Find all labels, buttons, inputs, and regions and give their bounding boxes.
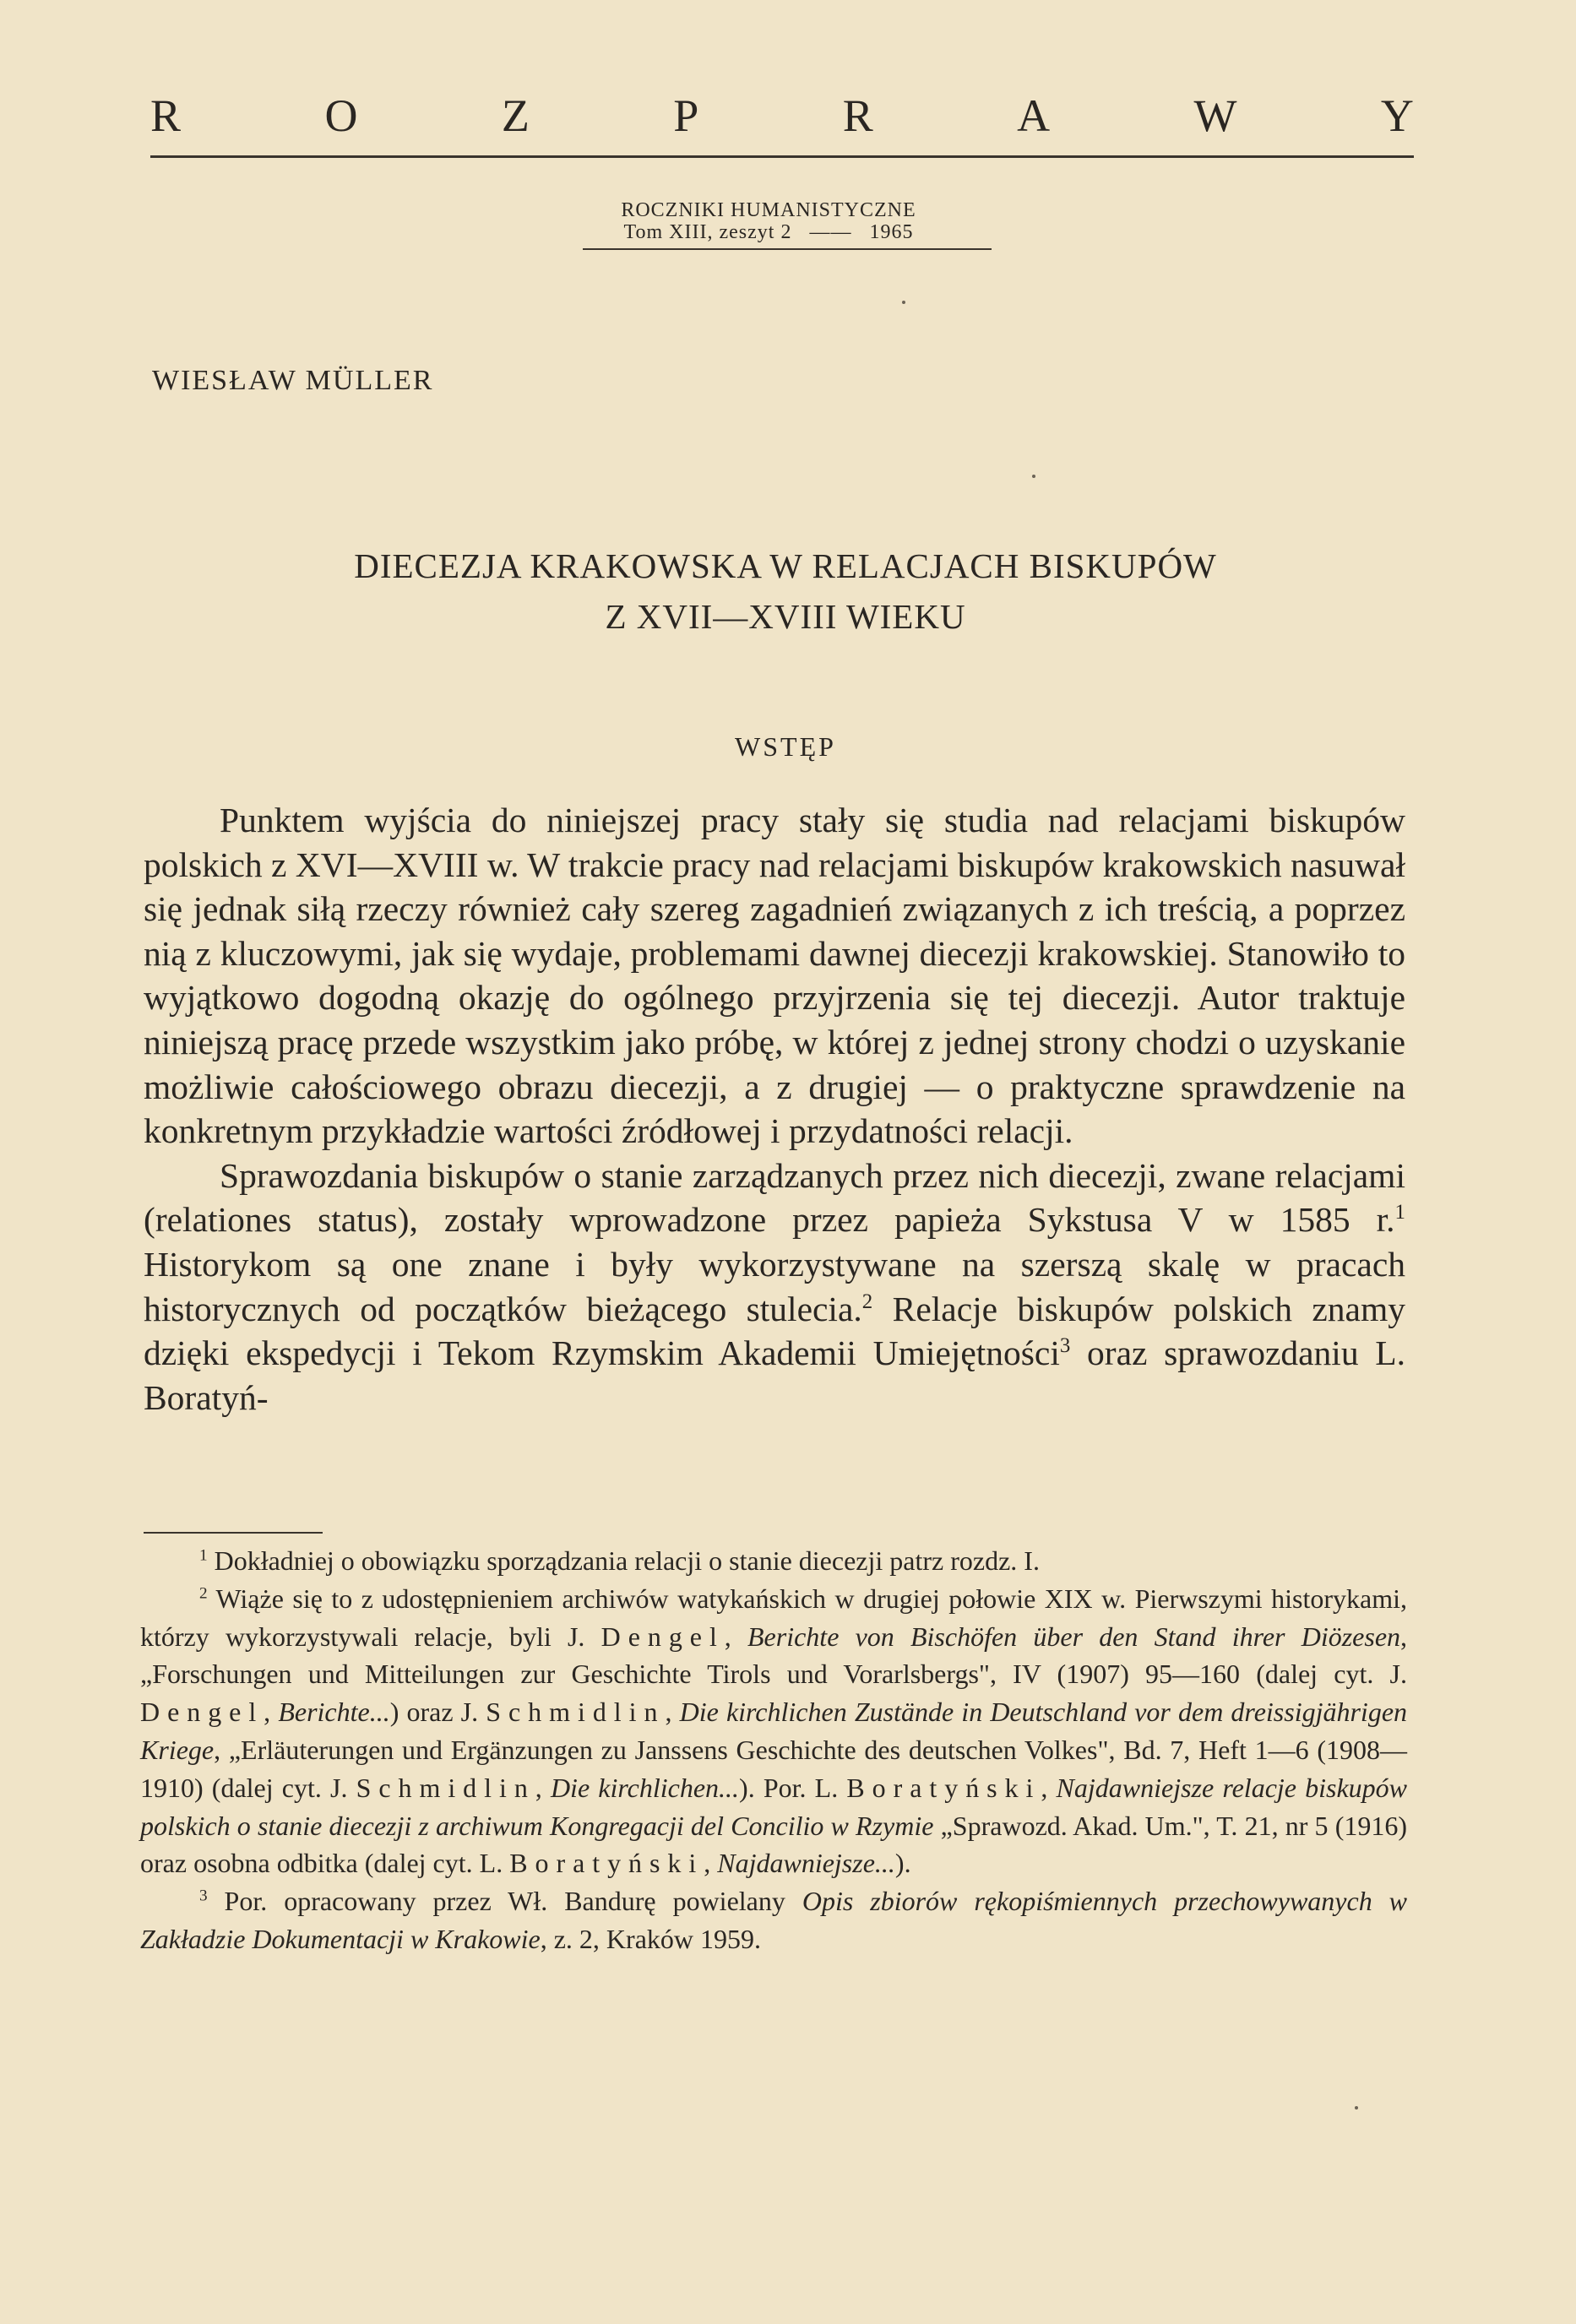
italic-title: Die kirchlichen... bbox=[550, 1772, 740, 1803]
article-title bbox=[152, 540, 1419, 642]
footnote-text: Dokładniej o obowiązku sporządzania relacji o stanie diecezji patrz rozdz. I. bbox=[207, 1545, 1040, 1576]
paragraph-text: Sprawozdania biskupów o stanie zarządzanych przez nich diecezji, zwane relacjami (relationes status), zostały wprowadzone przez papieża Sykstusa V w 1585 r. bbox=[144, 1155, 1405, 1240]
footnote-rule bbox=[144, 1532, 323, 1534]
footnote bbox=[140, 1882, 1407, 1958]
footnote-ref: 3 bbox=[1059, 1334, 1071, 1358]
footnote-text: Por. opracowany przez Wł. Bandurę powielany bbox=[207, 1886, 802, 1917]
footnote-text: ). Por. L. bbox=[739, 1772, 847, 1803]
footnote-text: , bbox=[704, 1848, 718, 1879]
article-title-line: DIECEZJA KRAKOWSKA W RELACJACH BISKUPÓW bbox=[354, 546, 1217, 585]
journal-volume: Tom XIII, zeszyt 2 bbox=[623, 221, 792, 243]
italic-title: Berichte von Bischöfen über den Stand ihrer Diözesen bbox=[747, 1621, 1401, 1652]
footnote-text: , „Erläuterungen und Ergänzungen zu Janssens Geschichte des deutschen Volkes", Bd. 7, Heft 1—6 (1908—1910) (dalej cyt. J. bbox=[140, 1734, 1407, 1803]
paragraph-text: oraz sprawozdaniu L. Boratyń- bbox=[144, 1333, 1405, 1417]
section-title: WSTĘP bbox=[735, 731, 836, 762]
section-header bbox=[150, 90, 1414, 141]
section-header-letter: O bbox=[324, 90, 358, 141]
paragraph bbox=[144, 1154, 1405, 1420]
footnote-text: ) oraz J. bbox=[389, 1697, 486, 1728]
spaced-author-name: Dengel bbox=[601, 1621, 725, 1652]
spaced-author-name: Dengel bbox=[140, 1697, 264, 1728]
body-text bbox=[144, 798, 1405, 1420]
italic-title: Die kirchlichen Zustände in Deutschland vor dem dreissigjährigen Kriege bbox=[140, 1697, 1408, 1765]
footnote-text: „Sprawozd. Akad. Um.", T. 21, nr 5 (1916) oraz osobna odbitka (dalej cyt. L. bbox=[140, 1810, 1408, 1879]
footnote-ref: 1 bbox=[1394, 1201, 1405, 1224]
footnote-text: Wiąże się to z udostępnieniem archiwów watykańskich w drugiej połowie XIX w. Pierwszymi historykami, którzy wykorzystywali relacje, byli J. bbox=[140, 1583, 1407, 1652]
journal-issue bbox=[541, 221, 997, 243]
journal-dash: — bbox=[809, 221, 831, 243]
journal-dash: — bbox=[830, 221, 852, 243]
section-header-letter: A bbox=[1017, 90, 1051, 141]
footnote-number: 2 bbox=[199, 1584, 208, 1603]
paper-speck bbox=[902, 301, 905, 304]
italic-title: Opis zbiorów rękopiśmiennych przechowywanych w Zakładzie Dokumentacji w Krakowie bbox=[140, 1886, 1408, 1954]
journal-year: 1965 bbox=[869, 221, 914, 243]
paragraph-text: Relacje biskupów polskich znamy dzięki ekspedycji i Tekom Rzymskim Akademii Umiejętności bbox=[144, 1289, 1405, 1373]
footnote-text: , bbox=[1041, 1772, 1057, 1803]
section-header-letter: P bbox=[673, 90, 699, 141]
footnotes bbox=[140, 1542, 1407, 1958]
footnote bbox=[140, 1580, 1407, 1882]
footnote-text: , z. 2, Kraków 1959. bbox=[540, 1923, 761, 1954]
paragraph-text: Historykom są one znane i były wykorzystywane na szerszą skalę w pracach historycznych od początków bieżącego stulecia. bbox=[144, 1244, 1405, 1328]
section-header-letter: Z bbox=[501, 90, 530, 141]
spaced-author-name: Boratyński bbox=[846, 1772, 1041, 1803]
footnote-text: , bbox=[665, 1697, 680, 1728]
footnote-text: ). bbox=[894, 1848, 911, 1879]
article-title-line: Z XVII—XVIII WIEKU bbox=[605, 597, 966, 636]
section-header-letter: R bbox=[150, 90, 182, 141]
spaced-author-name: Schmidlin bbox=[356, 1772, 535, 1803]
journal-rule bbox=[583, 248, 992, 250]
spaced-author-name: Boratyński bbox=[509, 1848, 704, 1879]
section-header-letter: Y bbox=[1380, 90, 1414, 141]
journal-info bbox=[541, 199, 997, 243]
paper-speck bbox=[1032, 475, 1035, 478]
footnote-number: 1 bbox=[199, 1546, 208, 1565]
footnote bbox=[140, 1542, 1407, 1580]
italic-title: Berichte... bbox=[278, 1697, 390, 1728]
footnote-text: , bbox=[264, 1697, 279, 1728]
footnote-text: , „Forschungen und Mitteilungen zur Geschichte Tirols und Vorarlsbergs", IV (1907) 95—160 (dalej cyt. J. bbox=[140, 1621, 1408, 1690]
spaced-author-name: Schmidlin bbox=[486, 1697, 666, 1728]
italic-title: Najdawniejsze... bbox=[717, 1848, 895, 1879]
journal-name: ROCZNIKI HUMANISTYCZNE bbox=[621, 199, 916, 221]
section-header-letter: W bbox=[1193, 90, 1237, 141]
footnote-text: , bbox=[724, 1621, 747, 1652]
author-name: WIESŁAW MÜLLER bbox=[152, 365, 434, 396]
italic-title: Najdawniejsze relacje biskupów polskich o stanie diecezji z archiwum Kongregacji del Concilio w Rzymie bbox=[140, 1772, 1408, 1841]
footnote-text: , bbox=[535, 1772, 551, 1803]
paper-speck bbox=[1355, 2106, 1358, 2110]
section-header-letter: R bbox=[842, 90, 873, 141]
paragraph: Punktem wyjścia do niniejszej pracy stały się studia nad relacjami biskupów polskich z XVI—XVIII w. W trakcie pracy nad relacjami biskupów krakowskich nasuwał się jednak siłą rzeczy również cały szereg zagadnień związanych z ich treścią, a poprzez nią z kluczowymi, jak się wydaje, problemami dawnej diecezji krakowskiej. Stanowiło to wyjątkowo dogodną okazję do ogólnego przyjrzenia się tej diecezji. Autor traktuje niniejszą pracę przede wszystkim jako próbę, w której z jednej strony chodzi o uzyskanie możliwie całościowego obrazu diecezji, a z drugiej — o praktyczne sprawdzenie na konkretnym przykładzie wartości źródłowej i przydatności relacji. bbox=[144, 801, 1405, 1151]
footnote-ref: 2 bbox=[861, 1290, 873, 1313]
footnote-number: 3 bbox=[199, 1887, 208, 1905]
section-header-rule bbox=[150, 155, 1414, 158]
